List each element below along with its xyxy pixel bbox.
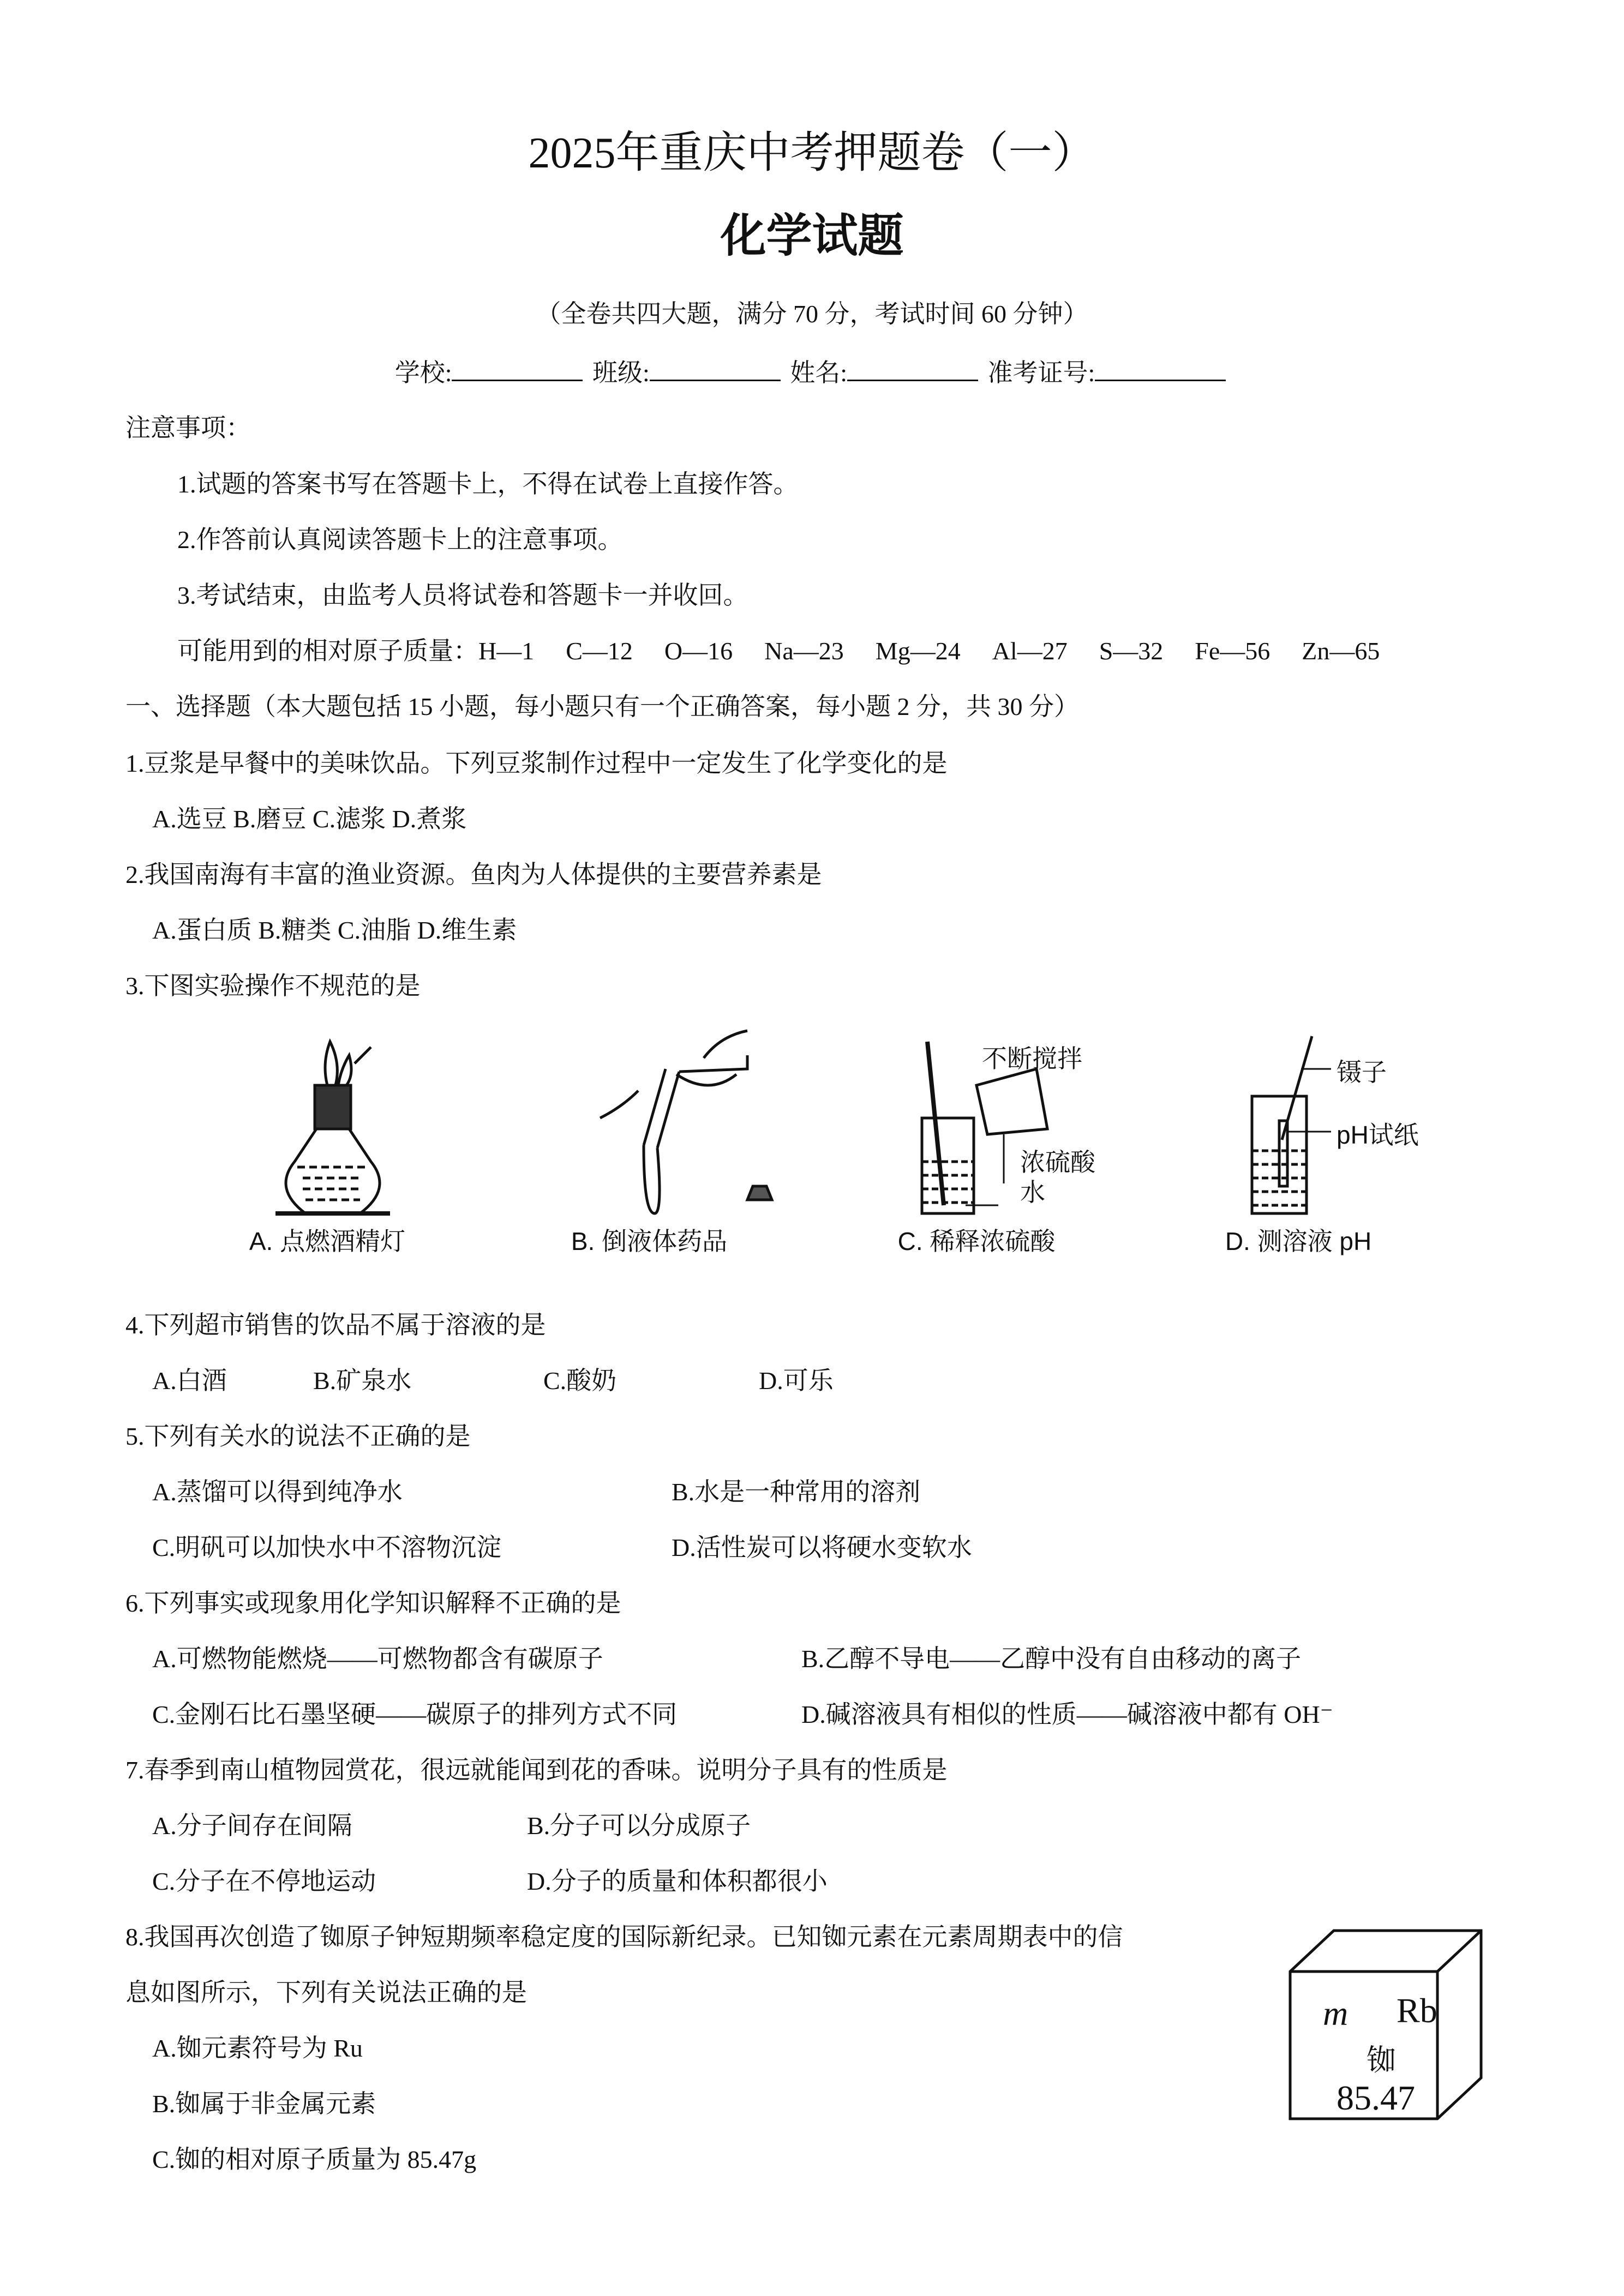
caption-b: B. 倒液体药品 bbox=[571, 1227, 728, 1255]
field-class-blank bbox=[650, 356, 781, 381]
question-stem: 5.下列有关水的说法不正确的是 bbox=[125, 1422, 471, 1450]
option: C.明矾可以加快水中不溶物沉淀 bbox=[152, 1534, 502, 1561]
subject-title: 化学试题 bbox=[720, 211, 904, 262]
mass-item: S—32 bbox=[1099, 637, 1164, 665]
label-ph-paper: pH试纸 bbox=[1337, 1121, 1419, 1149]
mass-item: H—1 bbox=[478, 637, 535, 665]
pour-liquid-drawing bbox=[600, 1031, 772, 1213]
option: B.铷属于非金属元素 bbox=[152, 2090, 376, 2118]
field-id-blank bbox=[1095, 356, 1226, 381]
label-tweezers: 镊子 bbox=[1337, 1058, 1387, 1086]
option: B.矿泉水 bbox=[313, 1367, 412, 1395]
mass-item: Na—23 bbox=[764, 637, 844, 665]
element-number: m bbox=[1323, 1994, 1349, 2033]
option: B.乙醇不导电——乙醇中没有自由移动的离子 bbox=[801, 1645, 1302, 1673]
question-stem: 7.春季到南山植物园赏花，很远就能闻到花的香味。说明分子具有的性质是 bbox=[125, 1756, 948, 1784]
option: C.酸奶 bbox=[543, 1367, 617, 1395]
question-options: A.蛋白质 B.糖类 C.油脂 D.维生素 bbox=[152, 916, 517, 944]
option: A.铷元素符号为 Ru bbox=[152, 2034, 363, 2062]
caption-a: A. 点燃酒精灯 bbox=[249, 1227, 406, 1255]
question-stem: 8.我国再次创造了铷原子钟短期频率稳定度的国际新纪录。已知铷元素在元素周期表中的信 bbox=[125, 1923, 1123, 1951]
question-stem: 3.下图实验操作不规范的是 bbox=[125, 972, 421, 1000]
student-fields bbox=[0, 356, 1624, 389]
notice-heading: 注意事项： bbox=[125, 414, 251, 442]
option: D.活性炭可以将硬水变软水 bbox=[672, 1534, 972, 1561]
option: D.碱溶液具有相似的性质——碱溶液中都有 OH⁻ bbox=[801, 1700, 1333, 1728]
element-symbol: Rb bbox=[1397, 1991, 1437, 2030]
question-stem: 1.豆浆是早餐中的美味饮品。下列豆浆制作过程中一定发生了化学变化的是 bbox=[125, 749, 948, 777]
field-id-label: 准考证号: bbox=[987, 359, 1095, 387]
option: A.蒸馏可以得到纯净水 bbox=[152, 1478, 403, 1506]
option: D.可乐 bbox=[759, 1367, 834, 1395]
masses-label: 可能用到的相对原子质量： bbox=[177, 637, 478, 665]
atomic-masses bbox=[177, 635, 1411, 668]
mass-item: Fe—56 bbox=[1195, 637, 1271, 665]
option: A.分子间存在间隔 bbox=[152, 1812, 352, 1840]
question-stem-cont: 息如图所示，下列有关说法正确的是 bbox=[125, 1979, 527, 2006]
label-stir: 不断搅拌 bbox=[982, 1044, 1082, 1073]
field-school-blank bbox=[452, 356, 583, 381]
option: B.分子可以分成原子 bbox=[527, 1812, 751, 1840]
mass-item: Al—27 bbox=[992, 637, 1068, 665]
option: C.金刚石比石墨坚硬——碳原子的排列方式不同 bbox=[152, 1700, 678, 1728]
question-options: A.选豆 B.磨豆 C.滤浆 D.煮浆 bbox=[152, 805, 467, 833]
option: B.水是一种常用的溶剂 bbox=[672, 1478, 921, 1506]
exam-title: 2025年重庆中考押题卷（一） bbox=[528, 129, 1096, 177]
field-name-label: 姓名: bbox=[790, 359, 848, 387]
element-mass: 85.47 bbox=[1337, 2078, 1415, 2117]
question-stem: 2.我国南海有丰富的渔业资源。鱼肉为人体提供的主要营养素是 bbox=[125, 861, 822, 888]
option: A.白酒 bbox=[152, 1367, 227, 1395]
question-stem: 6.下列事实或现象用化学知识解释不正确的是 bbox=[125, 1589, 621, 1617]
element-name: 铷 bbox=[1367, 2044, 1396, 2077]
label-conc-acid: 浓硫酸 bbox=[1020, 1148, 1095, 1176]
notice-item: 2.作答前认真阅读答题卡上的注意事项。 bbox=[177, 526, 623, 554]
mass-item: O—16 bbox=[664, 637, 733, 665]
caption-d: D. 测溶液 pH bbox=[1225, 1227, 1372, 1255]
question-stem: 4.下列超市销售的饮品不属于溶液的是 bbox=[125, 1311, 546, 1339]
caption-c: C. 稀释浓硫酸 bbox=[897, 1227, 1056, 1255]
label-water: 水 bbox=[1020, 1178, 1045, 1206]
notice-item: 1.试题的答案书写在答题卡上，不得在试卷上直接作答。 bbox=[177, 470, 799, 498]
option: C.铷的相对原子质量为 85.47g bbox=[152, 2145, 477, 2173]
option: C.分子在不停地运动 bbox=[152, 1867, 376, 1895]
ph-test-drawing bbox=[1252, 1036, 1331, 1213]
exam-info: （全卷共四大题，满分 70 分，考试时间 60 分钟） bbox=[536, 300, 1088, 328]
alcohol-lamp-drawing bbox=[275, 1042, 390, 1213]
option: A.可燃物能燃烧——可燃物都含有碳原子 bbox=[152, 1645, 603, 1673]
field-name-blank bbox=[847, 356, 978, 381]
section-heading: 一、选择题（本大题包括 15 小题，每小题只有一个正确答案，每小题 2 分，共 30 分） bbox=[125, 693, 1079, 720]
mass-item: C—12 bbox=[566, 637, 633, 665]
option: D.分子的质量和体积都很小 bbox=[527, 1867, 828, 1895]
notice-item: 3.考试结束，由监考人员将试卷和答题卡一并收回。 bbox=[177, 581, 748, 609]
mass-item: Mg—24 bbox=[875, 637, 961, 665]
field-school-label: 学校: bbox=[394, 359, 452, 387]
field-class-label: 班级: bbox=[592, 359, 650, 387]
mass-item: Zn—65 bbox=[1302, 637, 1380, 665]
